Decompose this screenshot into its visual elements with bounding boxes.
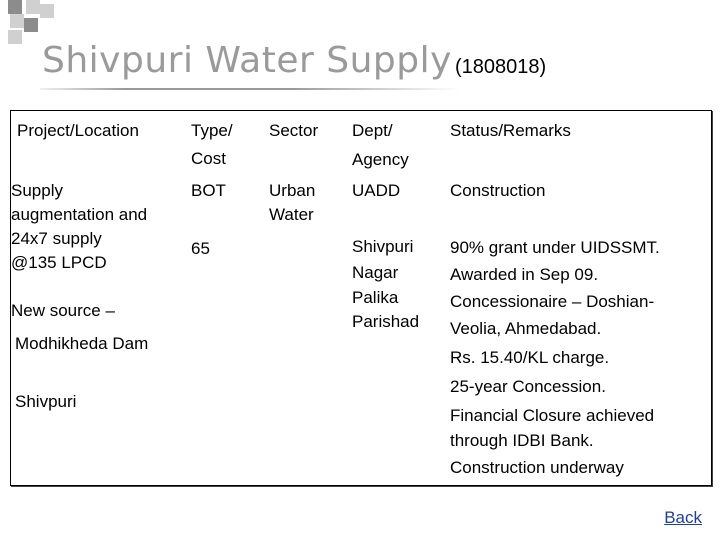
corner-square <box>8 0 22 14</box>
type-value: BOT <box>191 181 226 200</box>
sector-line: Water <box>269 205 314 224</box>
remark-line: 25-year Concession. <box>450 377 606 396</box>
back-link[interactable]: Back <box>664 508 702 527</box>
project-table <box>10 110 712 486</box>
corner-square <box>10 14 24 28</box>
header-sector: Sector <box>269 121 319 140</box>
status-value: Construction <box>450 181 546 200</box>
remark-line: Concessionaire – Doshian- <box>450 292 655 311</box>
project-code: (1808018) <box>455 56 547 78</box>
header-cost: Cost <box>191 149 226 168</box>
header-status: Status/Remarks <box>450 121 571 140</box>
remark-line: Veolia, Ahmedabad. <box>450 319 602 338</box>
sector-line: Urban <box>269 181 316 200</box>
agency-line: Palika <box>352 288 399 307</box>
project-new-source: New source – <box>11 301 115 320</box>
remark-line: Rs. 15.40/KL charge. <box>450 348 610 367</box>
header-type: Type/ <box>191 121 233 140</box>
cost-value: 65 <box>191 239 210 258</box>
dept-value: UADD <box>352 181 401 200</box>
remark-line: 90% grant under UIDSSMT. <box>450 238 660 257</box>
agency-line: Nagar <box>352 263 399 282</box>
remark-line: Financial Closure achieved <box>450 406 655 425</box>
project-dam: Modhikheda Dam <box>15 334 149 353</box>
project-line: augmentation and <box>11 205 148 224</box>
project-location: Shivpuri <box>15 392 77 411</box>
corner-decoration <box>0 0 60 44</box>
remark-line: Construction underway <box>450 458 624 477</box>
agency-line: Shivpuri <box>352 237 414 256</box>
corner-square <box>24 18 38 32</box>
project-line: @135 LPCD <box>11 253 107 272</box>
slide-title: Shivpuri Water Supply <box>42 40 452 81</box>
corner-square <box>26 0 40 14</box>
project-line: 24x7 supply <box>11 229 102 248</box>
header-project-location: Project/Location <box>17 121 139 140</box>
remark-line: through IDBI Bank. <box>450 431 594 450</box>
corner-square <box>40 4 54 18</box>
remark-line: Awarded in Sep 09. <box>450 265 599 284</box>
corner-square <box>8 30 22 44</box>
project-line: Supply <box>11 181 63 200</box>
header-dept: Dept/ <box>352 121 393 140</box>
header-agency: Agency <box>352 150 409 169</box>
title-underline <box>40 88 460 90</box>
agency-line: Parishad <box>352 312 420 331</box>
